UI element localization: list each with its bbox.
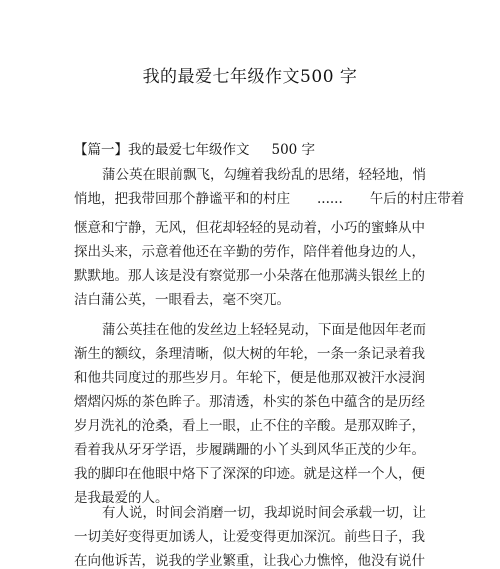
paragraph-3-line-2: 一切美好变得更加诱人，让爱变得更加深沉。前些日子，我: [74, 529, 425, 545]
paragraph-1-line-3: 惬意和宁静，无风，但花却轻轻的晃动着，小巧的蜜蜂从中: [74, 220, 425, 236]
paragraph-2-line-6: 看着我从牙牙学语，步履蹒跚的小丫头到风华正茂的少年。: [74, 442, 425, 458]
paragraph-3-line-1: 有人说，时间会消磨一切，我却说时间会承载一切，让: [102, 505, 426, 521]
paragraph-1-line-6: 洁白蒲公英，一眼看去，毫不突兀。: [74, 292, 290, 308]
paragraph-2-line-8: 是我最爱的人。: [74, 490, 169, 506]
paragraph-1-line-5: 默默地。那人该是没有察觉那一小朵落在他那满头银丝上的: [74, 268, 425, 284]
paragraph-2-line-5: 岁月洗礼的沧桑，看上一眼，止不住的辛酸。是那双眸子，: [74, 418, 425, 434]
paragraph-1-line-1: 蒲公英在眼前飘飞，勾缠着我纷乱的思绪，轻轻地，悄: [102, 167, 426, 183]
paragraph-2-line-4: 熠熠闪烁的茶色眸子。那清透，朴实的茶色中蕴含的是历经: [74, 394, 425, 410]
document-title: 我的最爱七年级作文500 字: [142, 67, 358, 87]
section-word-count: 500 字: [271, 142, 316, 158]
section-label: 【篇一】我的最爱七年级作文: [74, 142, 250, 158]
paragraph-3-line-3: 在向他诉苦，说我的学业繁重，让我心力憔悴，他没有说什: [74, 553, 425, 569]
paragraph-2-line-7: 我的脚印在他眼中烙下了深深的印迹。就是这样一个人，便: [74, 466, 425, 482]
paragraph-1-line-2: 悄地，把我带回那个静谧平和的村庄 ...... 午后的村庄带着: [74, 191, 465, 207]
paragraph-2-line-1: 蒲公英挂在他的发丝边上轻轻晃动，下面是他因年老而: [102, 322, 426, 338]
paragraph-2-line-2: 渐生的额纹，条理清晰，似大树的年轮，一条一条记录着我: [74, 346, 425, 362]
paragraph-1-line-4: 探出头来，示意着他还在辛勤的劳作，陪伴着他身边的人，: [74, 244, 425, 260]
paragraph-2-line-3: 和他共同度过的那些岁月。年轮下，便是他那双被汗水浸润: [74, 370, 425, 386]
section-heading: [74, 138, 315, 158]
